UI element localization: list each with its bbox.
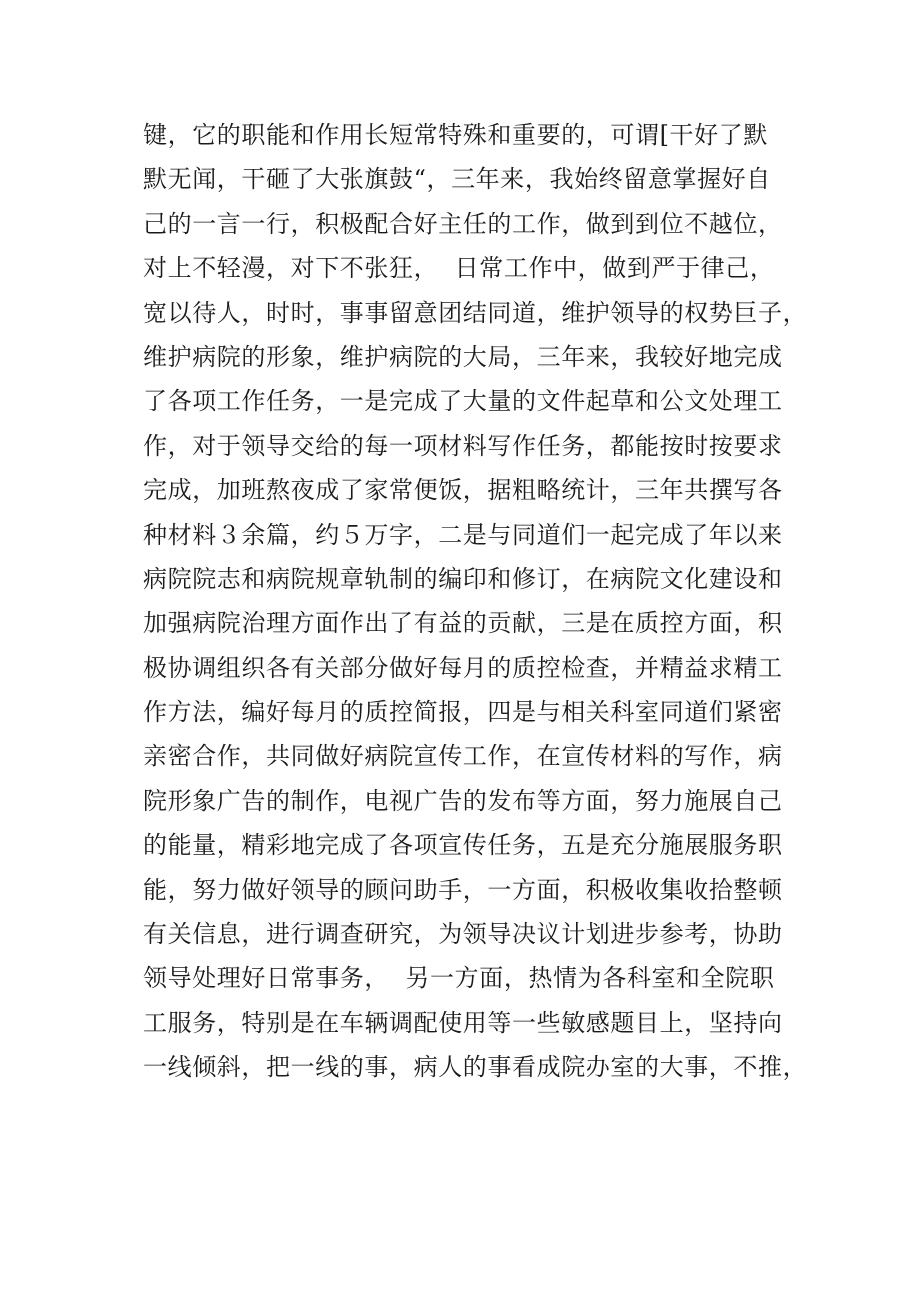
text-line: 领导处理好日常事务， 另一方面，热情为各科室和全院职 xyxy=(143,964,775,993)
text-line: 完成，加班熬夜成了家常便饭，据粗略统计，三年共撰写各 xyxy=(143,476,783,505)
text-line: 院形象广告的制作，电视广告的发布等方面，努力施展自己 xyxy=(143,786,783,815)
text-line: 维护病院的形象，维护病院的大局，三年来，我较好地完成 xyxy=(143,342,783,371)
text-line: 极协调组织各有关部分做好每月的质控检查，并精益求精工 xyxy=(143,653,783,682)
text-line: 己的一言一行，积极配合好主任的工作，做到到位不越位， xyxy=(143,209,783,238)
text-line: 默无闻，干砸了大张旗鼓“，三年来，我始终留意掌握好自 xyxy=(143,165,771,194)
text-line: 一线倾斜，把一线的事，病人的事看成院办室的大事，不推， xyxy=(143,1053,808,1082)
text-line: 亲密合作，共同做好病院宣传工作，在宣传材料的写作，病 xyxy=(143,742,783,771)
text-line: 作方法，编好每月的质控简报，四是与相关科室同道们紧密 xyxy=(143,698,783,727)
text-line: 工服务，特别是在车辆调配使用等一些敏感题目上，坚持向 xyxy=(143,1008,783,1037)
text-line: 有关信息，进行调查研究，为领导决议计划进步参考，协助 xyxy=(143,920,783,949)
text-line: 加强病院治理方面作出了有益的贡献，三是在质控方面，积 xyxy=(143,609,783,638)
text-line: 的能量，精彩地完成了各项宣传任务，五是充分施展服务职 xyxy=(143,831,783,860)
body-text xyxy=(143,113,808,1090)
text-line: 对上不轻漫，对下不张狂， 日常工作中，做到严于律己， xyxy=(143,254,775,283)
text-line: 键，它的职能和作用长短常特殊和重要的，可谓[干好了默 xyxy=(143,121,768,149)
text-line: 了各项工作任务，一是完成了大量的文件起草和公文处理工 xyxy=(143,387,783,416)
text-line: 宽以待人，时时，事事留意团结同道，维护领导的权势巨子， xyxy=(143,298,808,327)
text-line: 作，对于领导交给的每一项材料写作任务，都能按时按要求 xyxy=(143,431,783,460)
text-line: 种材料３余篇，约５万字，二是与同道们一起完成了年以来 xyxy=(143,520,783,549)
text-line: 能，努力做好领导的顾问助手，一方面，积极收集收拾整顿 xyxy=(143,875,783,904)
text-line: 病院院志和病院规章轨制的编印和修订，在病院文化建设和 xyxy=(143,564,783,593)
